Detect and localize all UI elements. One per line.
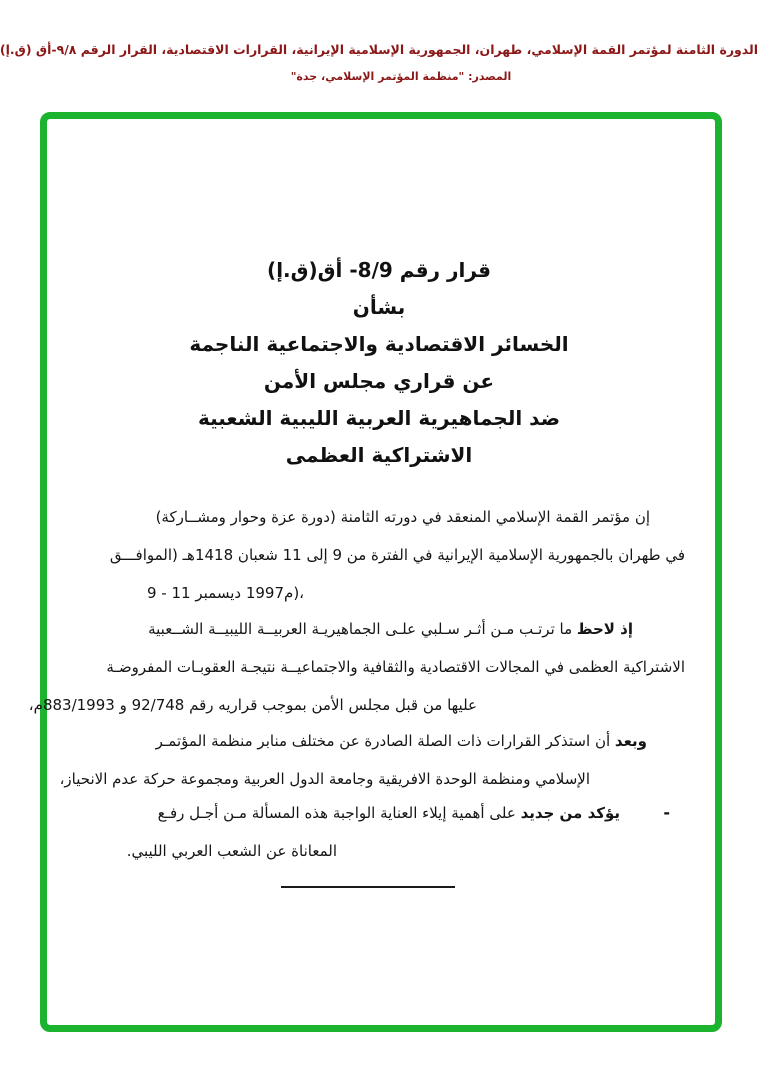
title-line-subject: الخسائر الاقتصادية والاجتماعية الناجمة <box>189 332 569 356</box>
text-line: الاشتراكية العظمى في المجالات الاقتصادية والثقافية والاجتماعيــة نتيجـة العقوبـات المفروضـة <box>106 658 685 676</box>
text-line <box>156 722 647 760</box>
title-line-regarding: بشأن <box>352 295 406 319</box>
text-line: 9 - 11 ديسمبر‎ 1997م)، <box>147 584 305 602</box>
document-header-line: الدورة الثامنة لمؤتمر القمة الإسلامي، طهران، الجمهورية الإسلامية الإيرانية، القرارات الاقتصادية، القرار الرقم ٩/٨-أق (ق.إ) <box>0 42 758 57</box>
resolution-title <box>0 252 758 474</box>
list-dash-marker: - <box>663 803 670 822</box>
text-line: المعاناة عن الشعب العربي الليبي. <box>126 842 337 860</box>
text-line <box>148 610 633 648</box>
title-line-subject2: عن قراري مجلس الأمن <box>263 369 495 393</box>
text-line: في طهران بالجمهورية الإسلامية الإيرانية في الفترة من 9 إلى 11 شعبان 1418هـ (الموافـــق <box>109 546 685 564</box>
text-line: الإسلامي ومنظمة الوحدة الافريقية وجامعة الدول العربية ومجموعة حركة عدم الانحياز، <box>59 770 590 788</box>
title-line-number: قرار رقم 8/9- أق(ق.إ) <box>267 258 491 282</box>
bold-lead: إذ لاحظ <box>576 620 633 638</box>
text-line <box>158 794 620 832</box>
text-line: إن مؤتمر القمة الإسلامي المنعقد في دورته الثامنة (دورة عزة وحوار ومشــاركة) <box>155 508 650 526</box>
bold-lead: يؤكد من جديد <box>520 804 620 822</box>
separator-rule <box>281 886 455 888</box>
title-line-subject3: ضد الجماهيرية العربية الليبية الشعبية <box>197 406 561 430</box>
line-rest: ما ترتـب مـن أثـر سـلبي علـى الجماهيريـة العربيــة الليبيــة الشــعبية <box>148 620 577 638</box>
bold-lead: وبعد <box>614 732 647 750</box>
title-line-subject4: الاشتراكية العظمى <box>285 443 473 467</box>
text-line: عليها من قبل مجلس الأمن بموجب قراريه رقم 92/748 و 883/1993م، <box>28 696 477 714</box>
source-line: المصدر: "منظمة المؤتمر الإسلامي، جدة" <box>290 70 512 83</box>
line-rest: على أهمية إيلاء العناية الواجبة هذه المسألة مـن أجـل رفـع <box>157 804 521 822</box>
line-rest: أن استذكر القرارات ذات الصلة الصادرة عن مختلف منابر منظمة المؤتمـر <box>155 732 615 750</box>
